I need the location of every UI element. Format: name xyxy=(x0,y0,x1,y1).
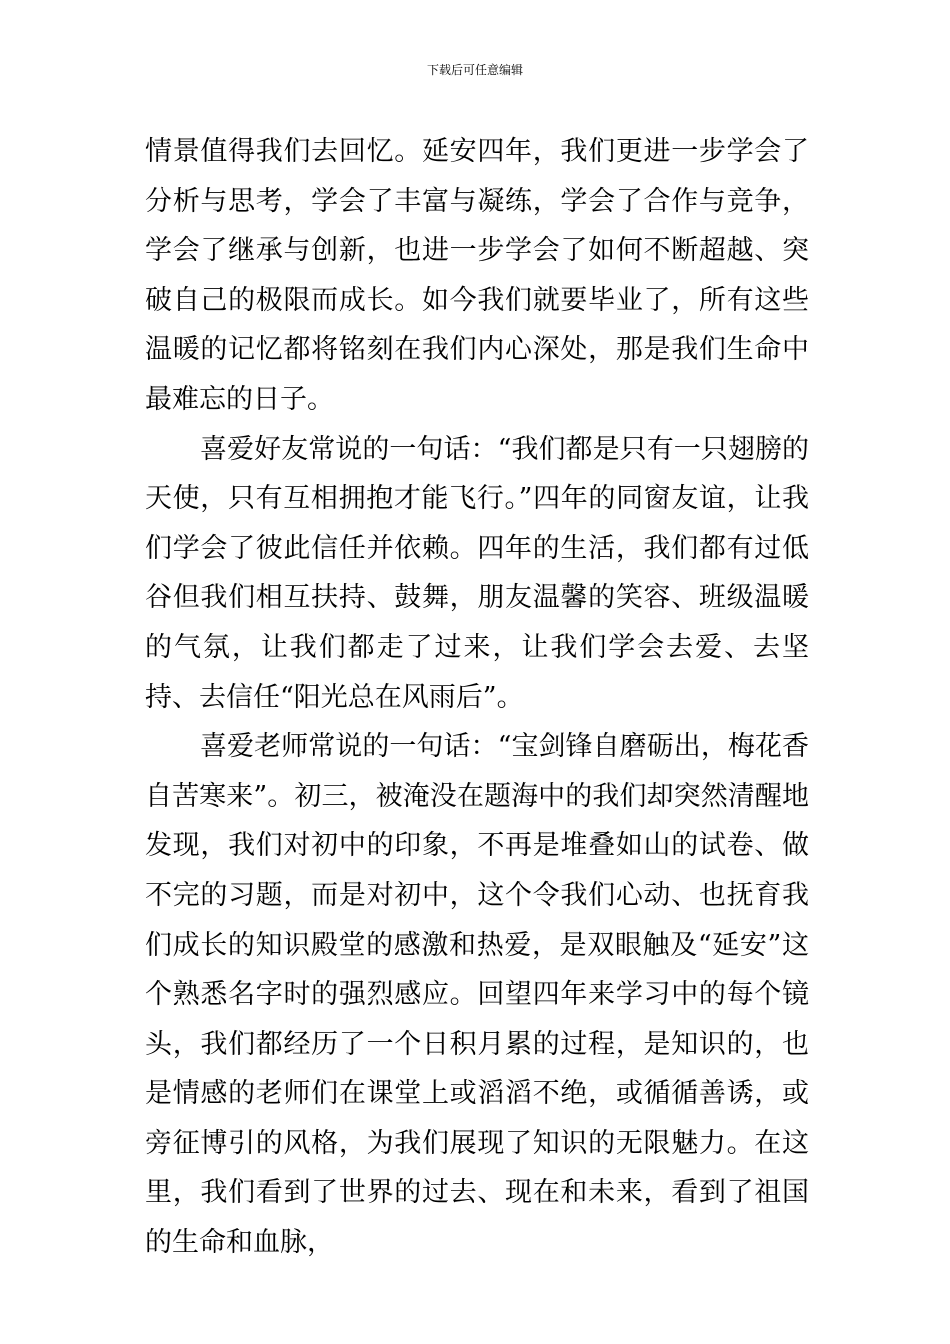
paragraph-3: 喜爱老师常说的一句话：“宝剑锋自磨砺出，梅花香自苦寒来”。初三，被淹没在题海中的我们却突然清醒地发现，我们对初中的印象，不再是堆叠如山的试卷、做不完的习题，而是对初中，这个令我们心动、也抚育我们成长的知识殿堂的感激和热爱，是双眼触及“延安”这个熟悉名字时的强烈感应。回望四年来学习中的每个镜头，我们都经历了一个日积月累的过程，是知识的，也是情感的老师们在课堂上或滔滔不绝，或循循善诱，或旁征博引的风格，为我们展现了知识的无限魅力。在这里，我们看到了世界的过去、现在和未来，看到了祖国的生命和血脉， xyxy=(145,731,809,1259)
document-body xyxy=(145,127,809,1268)
paragraph-1: 情景值得我们去回忆。延安四年，我们更进一步学会了分析与思考，学会了丰富与凝练，学会了合作与竞争，学会了继承与创新，也进一步学会了如何不断超越、突破自己的极限而成长。如今我们就要毕业了，所有这些温暖的记忆都将铭刻在我们内心深处，那是我们生命中最难忘的日子。 xyxy=(145,136,809,415)
paragraph-2: 喜爱好友常说的一句话：“我们都是只有一只翅膀的天使，只有互相拥抱才能飞行。”四年的同窗友谊，让我们学会了彼此信任并依赖。四年的生活，我们都有过低谷但我们相互扶持、鼓舞，朋友温馨的笑容、班级温暖的气氛，让我们都走了过来，让我们学会去爱、去坚持、去信任“阳光总在风雨后”。 xyxy=(145,433,809,713)
page-header: 下载后可任意编辑 xyxy=(426,63,523,77)
